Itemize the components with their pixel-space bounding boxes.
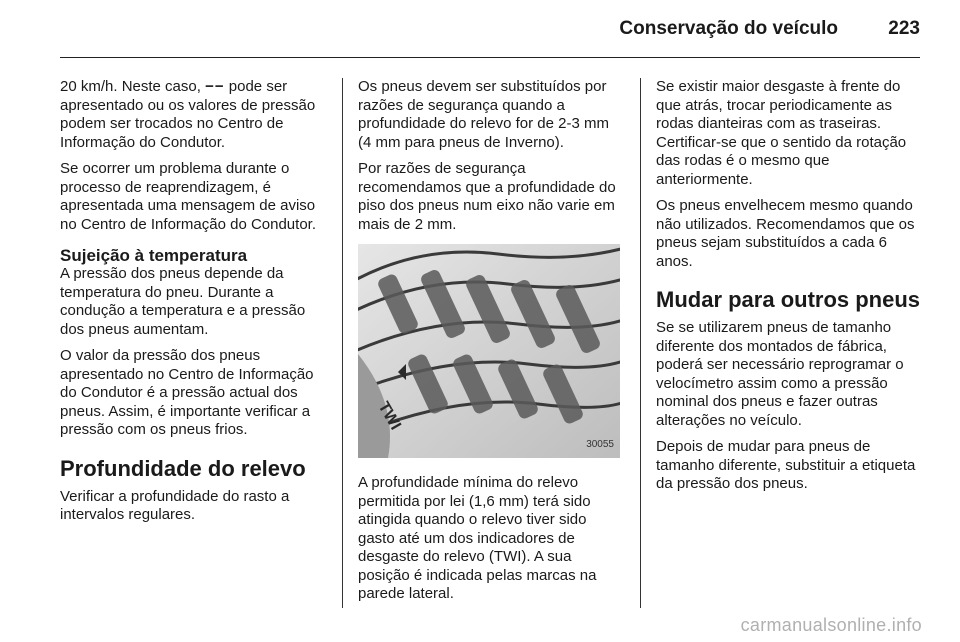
column-divider <box>640 78 641 608</box>
text: pode ser apresentado ou os valores de pressão podem ser trocados no Centro de Informação do Condutor. <box>60 78 316 151</box>
tire-tread-figure <box>358 244 620 458</box>
paragraph <box>60 78 328 152</box>
twi-label: TWI <box>374 399 404 433</box>
subheading-temperature: Sujeição à temperatura <box>60 246 248 265</box>
page-header <box>0 0 960 62</box>
text: 20 km/h. Neste caso, <box>60 78 206 95</box>
watermark: carmanualsonline.info <box>740 615 922 635</box>
paragraph: Os pneus envelhecem mesmo quando não utilizados. Recomendamos que os pneus sejam substituídos a cada 6 anos. <box>656 197 915 270</box>
paragraph: Se se utilizarem pneus de tamanho diferente dos montados de fábrica, poderá ser necessário reprogramar o velocímetro assim como a pressão nominal dos pneus e fazer outras alterações no veículo. <box>656 319 904 429</box>
paragraph: Por razões de segurança recomendamos que a profundidade do piso dos pneus num eixo não varie em mais de 2 mm. <box>358 160 616 233</box>
paragraph: O valor da pressão dos pneus apresentado no Centro de Informação do Condutor é a pressão actual dos pneus. Assim, é importante verificar a pressão com os pneus frios. <box>60 347 314 438</box>
paragraph: Os pneus devem ser substituídos por razões de segurança quando a profundidade do relevo for de 2-3 mm (4 mm para pneus de Inverno). <box>358 78 609 151</box>
dash-symbol: −− <box>205 78 225 95</box>
page-number: 223 <box>888 18 920 39</box>
column-2 <box>358 78 626 612</box>
header-rule <box>60 57 920 58</box>
column-divider <box>342 78 343 608</box>
column-3 <box>656 78 924 502</box>
paragraph: Verificar a profundidade do rasto a intervalos regulares. <box>60 487 290 523</box>
paragraph: Se existir maior desgaste à frente do que atrás, trocar periodicamente as rodas dianteiras com as traseiras. Certificar-se que o sentido da rotação das rodas é o mesmo que anteriormente. <box>656 78 907 188</box>
paragraph: Depois de mudar para pneus de tamanho diferente, substituir a etiqueta da pressão dos pneus. <box>656 438 916 492</box>
figure-number: 30055 <box>586 438 614 450</box>
heading-tread-depth: Profundidade do relevo <box>60 455 306 481</box>
section-title: Conservação do veículo <box>619 18 838 39</box>
paragraph: A pressão dos pneus depende da temperatura do pneu. Durante a condução a temperatura e a pressão dos pneus aumentam. <box>60 265 306 338</box>
heading-change-tires: Mudar para outros pneus <box>656 287 921 312</box>
paragraph: Se ocorrer um problema durante o processo de reaprendizagem, é apresentada uma mensagem de aviso no Centro de Informação do Condutor. <box>60 160 316 233</box>
tire-tread-illustration <box>358 244 620 458</box>
paragraph: A profundidade mínima do relevo permitida por lei (1,6 mm) terá sido atingida quando o relevo tiver sido gasto até um dos indicadores de desgaste do relevo (TWI). A sua posição é indicada pelas marcas na parede lateral. <box>358 474 597 602</box>
column-1 <box>60 78 328 533</box>
